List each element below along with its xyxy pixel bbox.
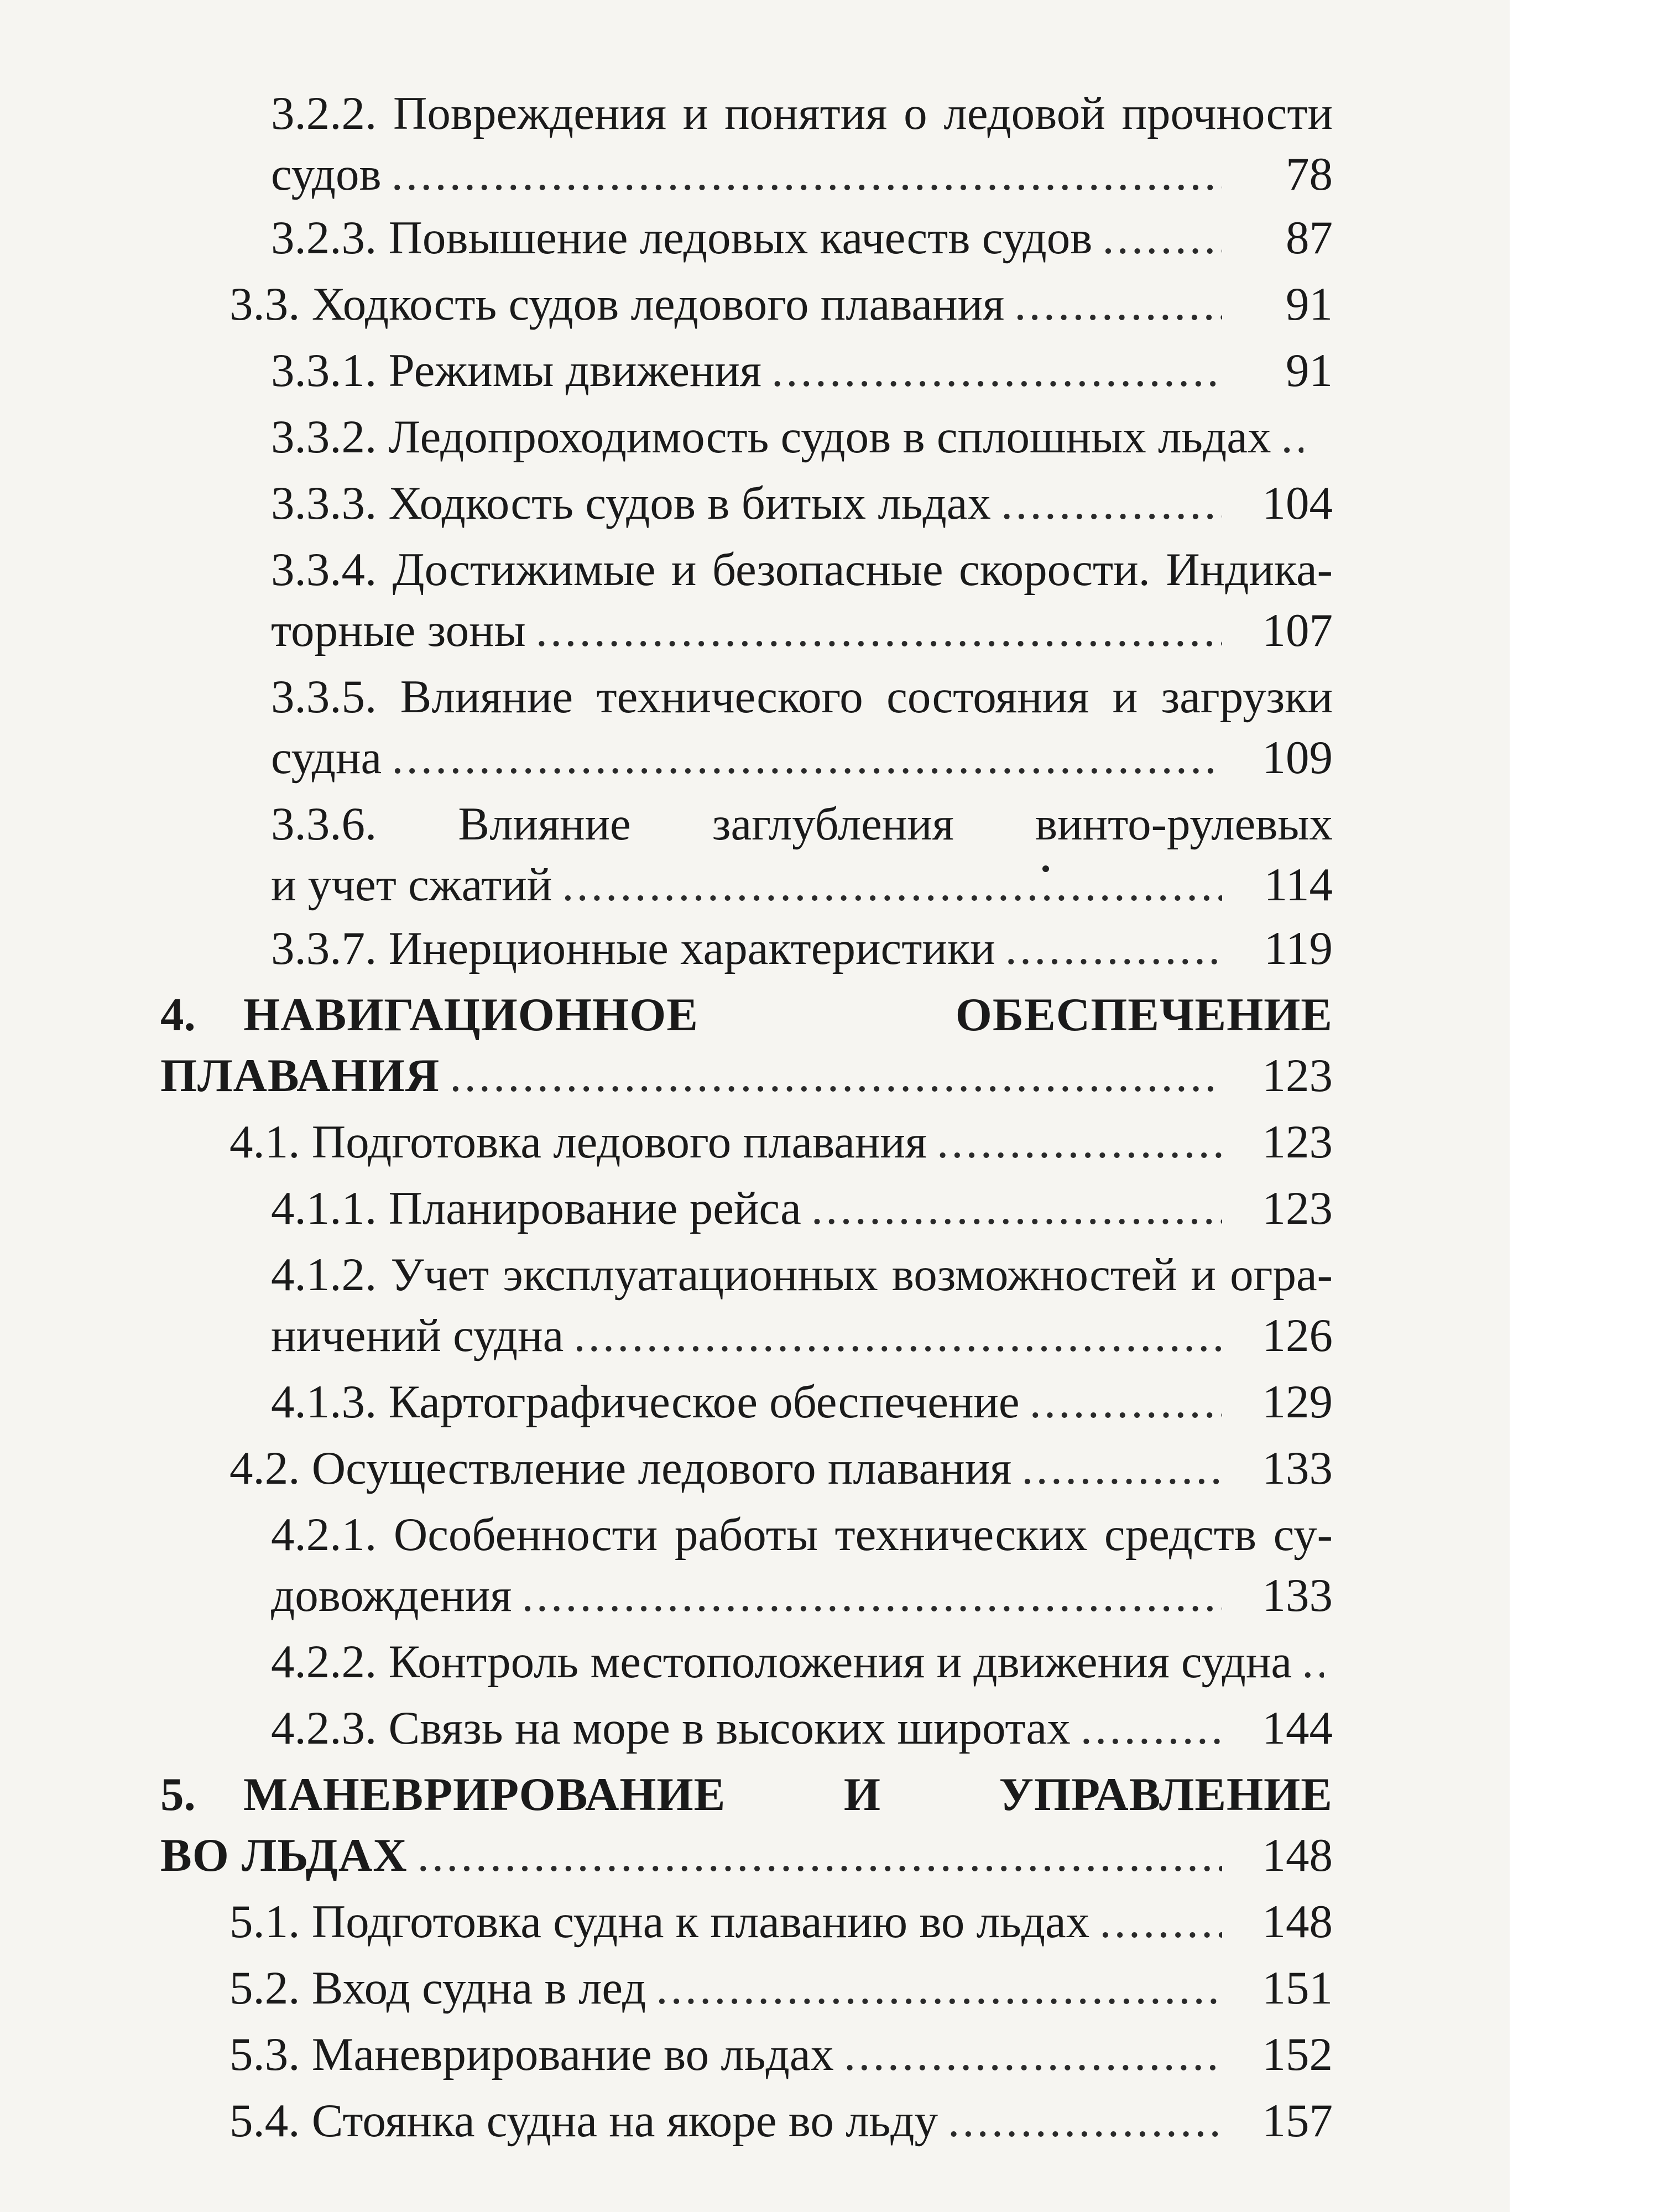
toc-entry-title: ничений судна — [271, 1310, 564, 1361]
toc-entry-5-2[interactable] — [229, 1955, 1333, 2021]
leader-dots — [408, 1822, 1222, 1888]
page-number — [1324, 1629, 1333, 1695]
page-number: 152 — [1262, 2028, 1333, 2080]
toc-entry-4-2-1[interactable] — [271, 1562, 1333, 1629]
toc-entry-4-2-1-line1: 4.2.1. Особенности работы технических средств су- — [271, 1509, 1333, 1561]
toc-entry-5-3[interactable] — [229, 2021, 1333, 2088]
leader-dots — [512, 1562, 1222, 1629]
leader-dots — [1071, 1695, 1222, 1761]
page-number: 104 — [1262, 477, 1333, 529]
page-number: 157 — [1262, 2095, 1333, 2147]
toc-entry-title: и учет сжатий — [271, 859, 552, 911]
toc-entry-4-2[interactable] — [229, 1435, 1333, 1501]
toc-entry-3-3-2[interactable] — [271, 404, 1333, 470]
toc-entry-title: 3.2.3. Повышение ледовых качеств судов — [271, 212, 1093, 264]
page-number: 148 — [1262, 1829, 1333, 1881]
toc-entry-title: 3.3.1. Режимы движения — [271, 345, 762, 397]
leader-dots — [440, 1042, 1222, 1109]
toc-entry-4-1-2-line1: 4.1.2. Учет эксплуатационных возможностей и огра- — [271, 1249, 1333, 1301]
page-number: 151 — [1262, 1962, 1333, 2014]
toc-entry-title: довождения — [271, 1569, 512, 1621]
toc-entry-3-2-2[interactable] — [271, 141, 1333, 207]
chapter-5-title-line1: МАНЕВРИРОВАНИЕ И УПРАВЛЕНИЕ — [243, 1768, 1333, 1820]
toc-entry-title: 4.1.1. Планирование рейса — [271, 1182, 801, 1234]
page-number: 109 — [1262, 732, 1333, 784]
toc-entry-title: 3.3. Ходкость судов ледового плавания — [229, 278, 1005, 330]
toc-entry-4-1-3[interactable] — [271, 1369, 1333, 1435]
leader-dots — [927, 1109, 1222, 1175]
toc-entry-title: 4.2. Осуществление ледового плавания — [229, 1442, 1012, 1494]
leader-dots — [801, 1175, 1222, 1241]
leader-dots — [564, 1302, 1222, 1369]
page-number — [1303, 404, 1333, 470]
toc-entry-3-3-7[interactable] — [271, 915, 1333, 982]
page-number: 119 — [1264, 922, 1333, 974]
page-number: 107 — [1262, 604, 1333, 656]
page-number: 123 — [1262, 1050, 1333, 1102]
toc-entry-title: 4.2.3. Связь на море в высоких широтах — [271, 1702, 1071, 1754]
toc-entry-chapter-4[interactable] — [160, 1042, 1333, 1109]
leader-dots — [1271, 404, 1303, 470]
leader-dots — [1011, 1435, 1222, 1501]
page-number: 144 — [1262, 1702, 1333, 1754]
toc-entry-title: 4.2.2. Контроль местоположения и движения судна — [271, 1636, 1292, 1688]
leader-dots — [552, 852, 1222, 918]
page-number: 126 — [1262, 1310, 1333, 1361]
toc-entry-3-3-5-line1: 3.3.5. Влияние технического состояния и загрузки — [271, 671, 1333, 723]
leader-dots — [761, 337, 1222, 404]
leader-dots — [526, 597, 1222, 664]
toc-entry-5-1[interactable] — [229, 1888, 1333, 1955]
page-number: 78 — [1286, 148, 1333, 200]
leader-dots — [991, 470, 1222, 536]
leader-dots — [382, 724, 1222, 791]
toc-entry-3-3-5[interactable] — [271, 724, 1333, 791]
toc-entry-title: 3.3.7. Инерционные характеристики — [271, 922, 995, 974]
chapter-4-number: 4. — [160, 989, 196, 1041]
toc-entry-title: судов — [271, 148, 382, 200]
leader-dots — [1089, 1888, 1222, 1955]
leader-dots — [646, 1955, 1222, 2021]
leader-dots — [1004, 271, 1222, 337]
toc-entry-title: торные зоны — [271, 604, 526, 656]
toc-entry-3-3-6-line1: 3.3.6. Влияние заглубления винто-рулевых — [271, 798, 1333, 850]
toc-entry-4-2-2[interactable] — [271, 1629, 1333, 1695]
toc-entry-4-1[interactable] — [229, 1109, 1333, 1175]
scan-margin — [1510, 0, 1659, 2212]
leader-dots — [834, 2021, 1222, 2088]
leader-dots — [1092, 205, 1222, 271]
leader-dots — [382, 141, 1222, 207]
page-number: 148 — [1262, 1896, 1333, 1948]
toc-entry-5-4[interactable] — [229, 2088, 1333, 2154]
page-number: 133 — [1262, 1569, 1333, 1621]
toc-entry-title: 5.1. Подготовка судна к плаванию во льдах — [229, 1896, 1090, 1948]
toc-entry-title: 5.3. Маневрирование во льдах — [229, 2028, 834, 2080]
page-number: 123 — [1262, 1116, 1333, 1168]
leader-dots — [1020, 1369, 1222, 1435]
toc-entry-3-2-3[interactable] — [271, 205, 1333, 271]
toc-entry-chapter-5[interactable] — [160, 1822, 1333, 1888]
leader-dots — [938, 2088, 1222, 2154]
print-speck — [1042, 865, 1049, 872]
page-number: 91 — [1286, 278, 1333, 330]
toc-entry-title: 5.4. Стоянка судна на якоре во льду — [229, 2095, 938, 2147]
toc-entry-3-3[interactable] — [229, 271, 1333, 337]
toc-entry-title: судна — [271, 732, 382, 784]
page-number: 87 — [1286, 212, 1333, 264]
toc-entry-3-3-6[interactable] — [271, 852, 1333, 918]
toc-entry-title: 4.1. Подготовка ледового плавания — [229, 1116, 927, 1168]
toc-entry-title: 3.3.2. Ледопроходимость судов в сплошных льдах — [271, 411, 1271, 463]
leader-dots — [1292, 1629, 1324, 1695]
chapter-5-number: 5. — [160, 1768, 196, 1820]
toc-entry-title: ПЛАВАНИЯ — [160, 1050, 440, 1102]
toc-entry-3-2-2-line1: 3.2.2. Повреждения и понятия о ледовой прочности — [271, 87, 1333, 139]
toc-entry-4-2-3[interactable] — [271, 1695, 1333, 1761]
page-number: 91 — [1286, 345, 1333, 397]
toc-entry-title: ВО ЛЬДАХ — [160, 1829, 408, 1881]
toc-entry-3-3-4-line1: 3.3.4. Достижимые и безопасные скорости. Индика- — [271, 544, 1333, 596]
page-number: 133 — [1262, 1442, 1333, 1494]
toc-entry-4-1-1[interactable] — [271, 1175, 1333, 1241]
leader-dots — [995, 915, 1222, 982]
page-number: 129 — [1262, 1376, 1333, 1428]
toc-entry-4-1-2[interactable] — [271, 1302, 1333, 1369]
toc-entry-3-3-4[interactable] — [271, 597, 1333, 664]
toc-entry-3-3-3[interactable] — [271, 470, 1333, 536]
toc-entry-title: 3.3.3. Ходкость судов в битых льдах — [271, 477, 991, 529]
page-number: 114 — [1264, 859, 1333, 911]
page-number: 123 — [1262, 1182, 1333, 1234]
toc-entry-title: 5.2. Вход судна в лед — [229, 1962, 646, 2014]
toc-entry-title: 4.1.3. Картографическое обеспечение — [271, 1376, 1020, 1428]
chapter-4-title-line1: НАВИГАЦИОННОЕ ОБЕСПЕЧЕНИЕ — [243, 989, 1333, 1041]
toc-entry-3-3-1[interactable] — [271, 337, 1333, 404]
